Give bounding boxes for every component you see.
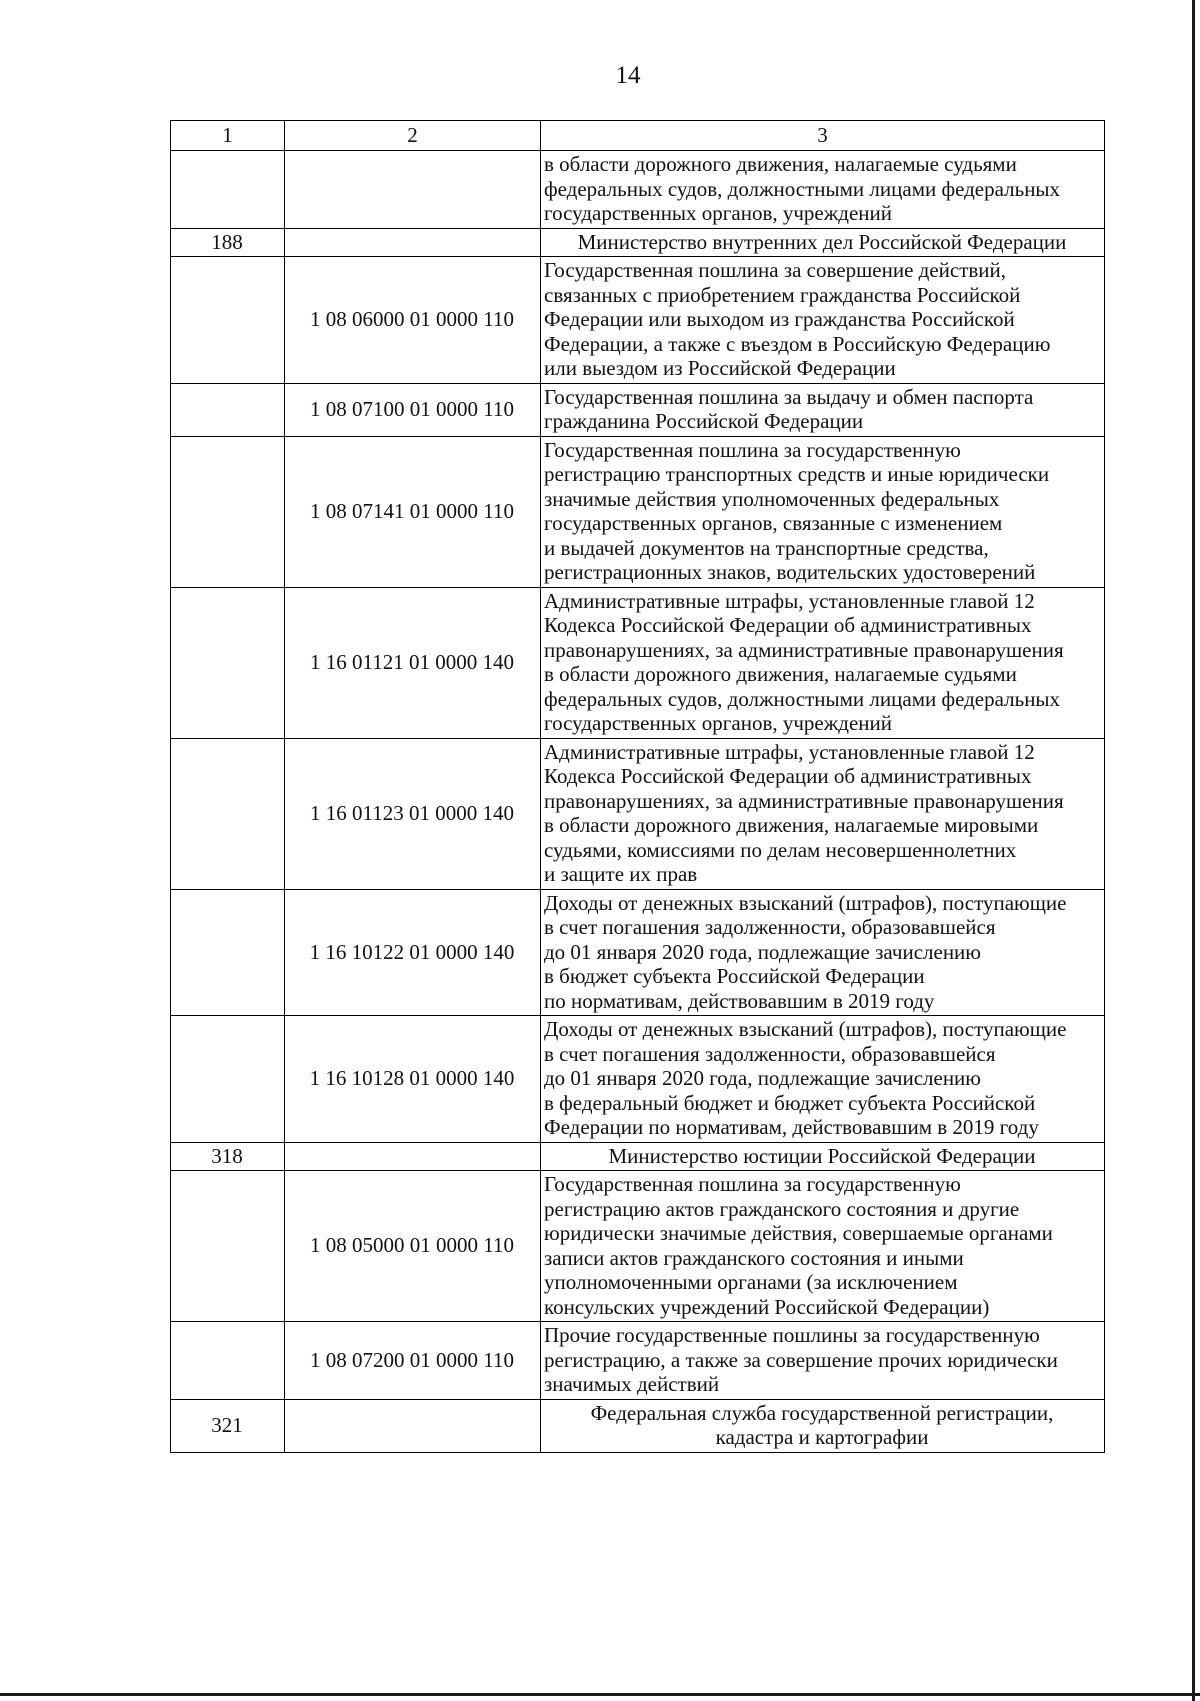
budget-classification-code-cell: 1 08 07141 01 0000 110 bbox=[285, 436, 541, 587]
description-line: Кодекса Российской Федерации об административных bbox=[544, 613, 1032, 637]
description-line: значимые действия уполномоченных федеральных bbox=[544, 486, 1000, 511]
description-line: в счет погашения задолженности, образовавшейся bbox=[544, 915, 996, 939]
description-line: до 01 января 2020 года, подлежащие зачислению bbox=[544, 939, 981, 964]
description-line: Прочие государственные пошлины за государственную bbox=[544, 1323, 1040, 1347]
description-line: государственных органов, учреждений bbox=[544, 711, 892, 735]
agency-code-cell bbox=[171, 1322, 285, 1400]
agency-code-cell bbox=[171, 1171, 285, 1322]
description-line: регистрационных знаков, водительских удостоверений bbox=[544, 560, 1036, 584]
budget-classification-code-cell bbox=[285, 228, 541, 257]
description-line: федеральных судов, должностными лицами федеральных bbox=[544, 686, 1061, 711]
header-col-1: 1 bbox=[171, 121, 285, 151]
description-cell bbox=[541, 383, 1105, 436]
description-line: государственных органов, учреждений bbox=[544, 201, 892, 225]
table-row bbox=[171, 1016, 1105, 1143]
budget-code-table bbox=[170, 120, 1105, 1453]
agency-code-cell: 321 bbox=[171, 1399, 285, 1452]
agency-code-cell bbox=[171, 1016, 285, 1143]
budget-classification-code-cell: 1 08 05000 01 0000 110 bbox=[285, 1171, 541, 1322]
agency-code-cell: 188 bbox=[171, 228, 285, 257]
agency-code-cell bbox=[171, 738, 285, 889]
description-line: или выездом из Российской Федерации bbox=[544, 356, 896, 380]
description-cell bbox=[541, 889, 1105, 1016]
table-header-row bbox=[171, 121, 1105, 151]
description-line: регистрацию транспортных средств и иные юридически bbox=[544, 462, 1050, 486]
description-line: регистрацию, а также за совершение прочих юридически bbox=[544, 1347, 1058, 1372]
page-number: 14 bbox=[615, 62, 641, 89]
description-line: до 01 января 2020 года, подлежащие зачислению bbox=[544, 1066, 981, 1090]
description-line: правонарушениях, за административные правонарушения bbox=[544, 788, 1064, 813]
budget-classification-code-cell: 1 16 10122 01 0000 140 bbox=[285, 889, 541, 1016]
description-line: Государственная пошлина за государственную bbox=[544, 437, 961, 462]
description-line: юридически значимые действия, совершаемые органами bbox=[544, 1221, 1053, 1245]
table-row bbox=[171, 587, 1105, 738]
description-line: кадастра и картографии bbox=[715, 1425, 929, 1449]
agency-code-cell: 318 bbox=[171, 1142, 285, 1171]
description-line: в области дорожного движения, налагаемые судьями bbox=[544, 152, 1017, 176]
table-row bbox=[171, 1322, 1105, 1400]
header-col-2: 2 bbox=[285, 121, 541, 151]
description-line: связанных с приобретением гражданства Российской bbox=[544, 282, 1021, 307]
table-row bbox=[171, 257, 1105, 384]
description-line: в области дорожного движения, налагаемые судьями bbox=[544, 662, 1017, 686]
table-row bbox=[171, 383, 1105, 436]
description-line: и защите их прав bbox=[544, 862, 698, 886]
table-row bbox=[171, 1399, 1105, 1452]
table-body bbox=[171, 121, 1105, 1453]
agency-code-cell bbox=[171, 151, 285, 229]
agency-code-cell bbox=[171, 436, 285, 587]
scan-border-bottom bbox=[0, 1693, 1200, 1696]
description-cell bbox=[541, 738, 1105, 889]
table-row bbox=[171, 228, 1105, 257]
description-cell bbox=[541, 151, 1105, 229]
description-line: Федеральная служба государственной регистрации, bbox=[590, 1400, 1054, 1425]
description-cell bbox=[541, 1322, 1105, 1400]
description-cell bbox=[541, 1171, 1105, 1322]
description-cell bbox=[541, 1399, 1105, 1452]
description-line: гражданина Российской Федерации bbox=[544, 409, 864, 433]
description-line: Административные штрафы, установленные главой 12 bbox=[544, 588, 1035, 613]
budget-classification-code-cell: 1 16 10128 01 0000 140 bbox=[285, 1016, 541, 1143]
table-row bbox=[171, 1142, 1105, 1171]
description-line: уполномоченными органами (за исключением bbox=[544, 1270, 958, 1294]
description-line: регистрацию актов гражданского состояния и другие bbox=[544, 1196, 1020, 1221]
table-row bbox=[171, 151, 1105, 229]
description-line: Министерство внутренних дел Российской Федерации bbox=[577, 229, 1067, 254]
budget-classification-code-cell: 1 08 07200 01 0000 110 bbox=[285, 1322, 541, 1400]
description-cell bbox=[541, 436, 1105, 587]
table-row bbox=[171, 889, 1105, 1016]
description-line: записи актов гражданского состояния и иными bbox=[544, 1245, 964, 1270]
budget-classification-code-cell: 1 08 06000 01 0000 110 bbox=[285, 257, 541, 384]
description-line: федеральных судов, должностными лицами федеральных bbox=[544, 176, 1061, 201]
budget-classification-code-cell bbox=[285, 151, 541, 229]
description-cell bbox=[541, 1142, 1105, 1171]
description-line: по нормативам, действовавшим в 2019 году bbox=[544, 988, 935, 1013]
budget-classification-code-cell: 1 16 01121 01 0000 140 bbox=[285, 587, 541, 738]
agency-code-cell bbox=[171, 383, 285, 436]
description-line: в бюджет субъекта Российской Федерации bbox=[544, 964, 925, 988]
scan-border-right bbox=[1192, 0, 1195, 1701]
description-line: и выдачей документов на транспортные средства, bbox=[544, 535, 989, 560]
description-cell bbox=[541, 228, 1105, 257]
agency-code-cell bbox=[171, 257, 285, 384]
description-line: в федеральный бюджет и бюджет субъекта Российской bbox=[544, 1090, 1036, 1115]
description-line: Административные штрафы, установленные главой 12 bbox=[544, 739, 1035, 764]
table-row bbox=[171, 1171, 1105, 1322]
table-row bbox=[171, 436, 1105, 587]
budget-classification-code-cell: 1 08 07100 01 0000 110 bbox=[285, 383, 541, 436]
budget-classification-code-cell: 1 16 01123 01 0000 140 bbox=[285, 738, 541, 889]
description-cell bbox=[541, 1016, 1105, 1143]
description-line: Доходы от денежных взысканий (штрафов), поступающие bbox=[544, 890, 1067, 915]
description-line: Федерации по нормативам, действовавшим в 2019 году bbox=[544, 1115, 1039, 1139]
description-line: Государственная пошлина за совершение действий, bbox=[544, 258, 1007, 282]
description-line: консульских учреждений Российской Федерации) bbox=[544, 1294, 990, 1319]
description-line: судьями, комиссиями по делам несовершеннолетних bbox=[544, 837, 1017, 862]
agency-code-cell bbox=[171, 587, 285, 738]
description-line: правонарушениях, за административные правонарушения bbox=[544, 637, 1064, 662]
description-cell bbox=[541, 257, 1105, 384]
agency-code-cell bbox=[171, 889, 285, 1016]
description-line: государственных органов, связанные с изменением bbox=[544, 511, 1003, 535]
table-row bbox=[171, 738, 1105, 889]
description-line: Государственная пошлина за государственную bbox=[544, 1172, 961, 1196]
description-line: Министерство юстиции Российской Федерации bbox=[608, 1143, 1036, 1168]
header-col-3: 3 bbox=[541, 121, 1105, 151]
description-line: значимых действий bbox=[544, 1372, 720, 1396]
description-line: Государственная пошлина за выдачу и обмен паспорта bbox=[544, 384, 1034, 409]
description-line: в области дорожного движения, налагаемые мировыми bbox=[544, 813, 1039, 837]
budget-classification-code-cell bbox=[285, 1142, 541, 1171]
budget-classification-code-cell bbox=[285, 1399, 541, 1452]
description-line: Кодекса Российской Федерации об административных bbox=[544, 764, 1032, 788]
description-line: Доходы от денежных взысканий (штрафов), поступающие bbox=[544, 1017, 1067, 1041]
description-line: Федерации или выходом из гражданства Российской bbox=[544, 307, 1015, 331]
description-cell bbox=[541, 587, 1105, 738]
description-line: в счет погашения задолженности, образовавшейся bbox=[544, 1041, 996, 1066]
description-line: Федерации, а также с въездом в Российскую Федерацию bbox=[544, 331, 1051, 356]
